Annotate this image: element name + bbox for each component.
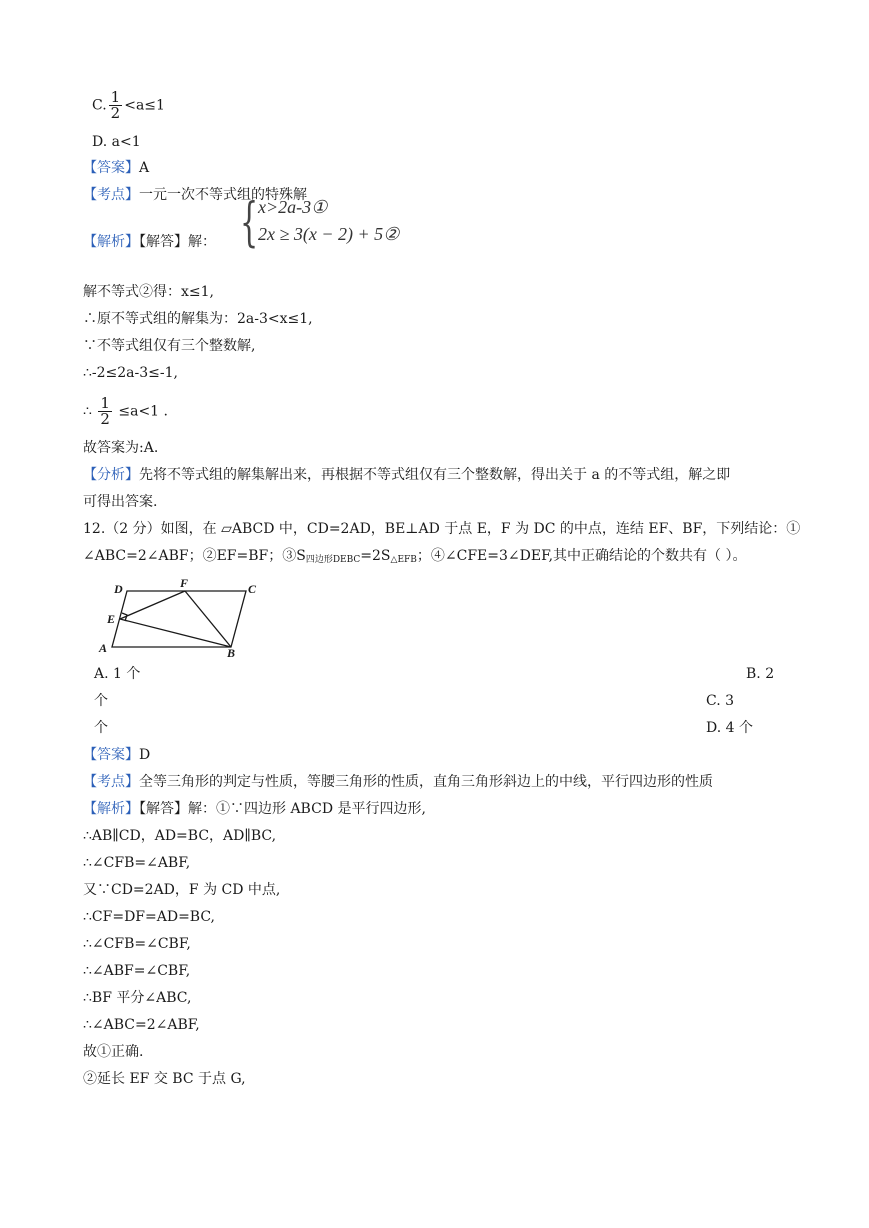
step-11-frac: ∴ $\frac{1}{2}$ ≤a<1 . — [83, 394, 168, 428]
step-12-3: 又∵CD=2AD，F 为 CD 中点, — [83, 882, 281, 898]
answer-12: 【答案】D — [83, 747, 151, 763]
label-f: F — [180, 576, 189, 590]
jiexi-12: 【解析】【解答】解：①∵四边形 ABCD 是平行四边形, — [83, 801, 426, 817]
step-12-1: ∴AB∥CD，AD=BC，AD∥BC, — [83, 828, 277, 844]
label-a: A — [99, 641, 108, 655]
question-12: 12.（2 分）如图，在 ▱ABCD 中，CD=2AD，BE⊥AD 于点 E，F 为 DC 的中点，连结 EF、BF，下列结论：① — [83, 521, 801, 537]
step-12-7: ∴BF 平分∠ABC, — [83, 990, 192, 1006]
segment-ef — [120, 591, 185, 619]
answer-11: 【答案】A — [83, 160, 150, 176]
step-11-1: 解不等式②得：x≤1, — [83, 284, 214, 300]
fraction: $\frac{1}{2}$ — [100, 394, 110, 428]
brace-icon: { — [240, 193, 259, 253]
option-c-prev: C. $\frac{1}{2}$ <a≤1 — [92, 88, 165, 122]
question-12-cont: ∠ABC=2∠ABF；②EF=BF；$③S_{四边形DEBC}=2S_{\triangle EFB}$；④∠CFE=3∠DEF,其中正确结论的个数共有（ ）。 — [83, 548, 747, 565]
fenxi-11: 【分析】先将不等式组的解集解出来，再根据不等式组仅有三个整数解，得出关于 a 的不等式组，解之即 — [83, 467, 731, 483]
label-c: C — [248, 582, 257, 596]
step-11-2: ∴原不等式组的解集为：2a-3<x≤1, — [83, 311, 313, 327]
kaodian-11: 【考点】一元一次不等式组的特殊解 — [83, 187, 307, 203]
final-11: 故答案为:A. — [83, 440, 159, 456]
segment-bf — [185, 591, 231, 647]
parallelogram-figure — [96, 575, 268, 657]
step-11-3: ∵不等式组仅有三个整数解, — [83, 338, 256, 354]
step-12-10: ②延长 EF 交 BC 于点 G, — [83, 1071, 246, 1087]
fenxi-11-cont: 可得出答案. — [83, 494, 158, 510]
option-b: B. 2 — [746, 666, 775, 682]
segment-be — [120, 619, 231, 647]
option-a: A. 1 个 — [94, 666, 141, 682]
step-12-2: ∴∠CFB=∠ABF, — [83, 855, 191, 871]
label-e: E — [107, 612, 116, 626]
step-12-8: ∴∠ABC=2∠ABF, — [83, 1017, 200, 1033]
step-12-4: ∴CF=DF=AD=BC, — [83, 909, 216, 925]
parallelogram-abcd — [112, 591, 246, 647]
option-b-cont: 个 — [94, 693, 108, 709]
step-12-6: ∴∠ABF=∠CBF, — [83, 963, 191, 979]
step-12-5: ∴∠CFB=∠CBF, — [83, 936, 191, 952]
step-12-9: 故①正确. — [83, 1044, 144, 1060]
kaodian-12: 【考点】全等三角形的判定与性质，等腰三角形的性质，直角三角形斜边上的中线，平行四边形的性质 — [83, 774, 713, 790]
option-d-prev: D. a<1 — [92, 134, 141, 150]
step-11-4: ∴-2≤2a-3≤-1, — [83, 365, 178, 381]
fraction: $\frac{1}{2}$ — [110, 88, 121, 122]
label-d: D — [114, 582, 123, 596]
label-b: B — [227, 646, 236, 657]
jiexi-11: 【解析】【解答】解： — [83, 234, 216, 250]
option-c: C. 3 — [706, 693, 735, 709]
option-d: D. 4 个 — [706, 720, 753, 736]
option-c-cont: 个 — [94, 720, 108, 736]
